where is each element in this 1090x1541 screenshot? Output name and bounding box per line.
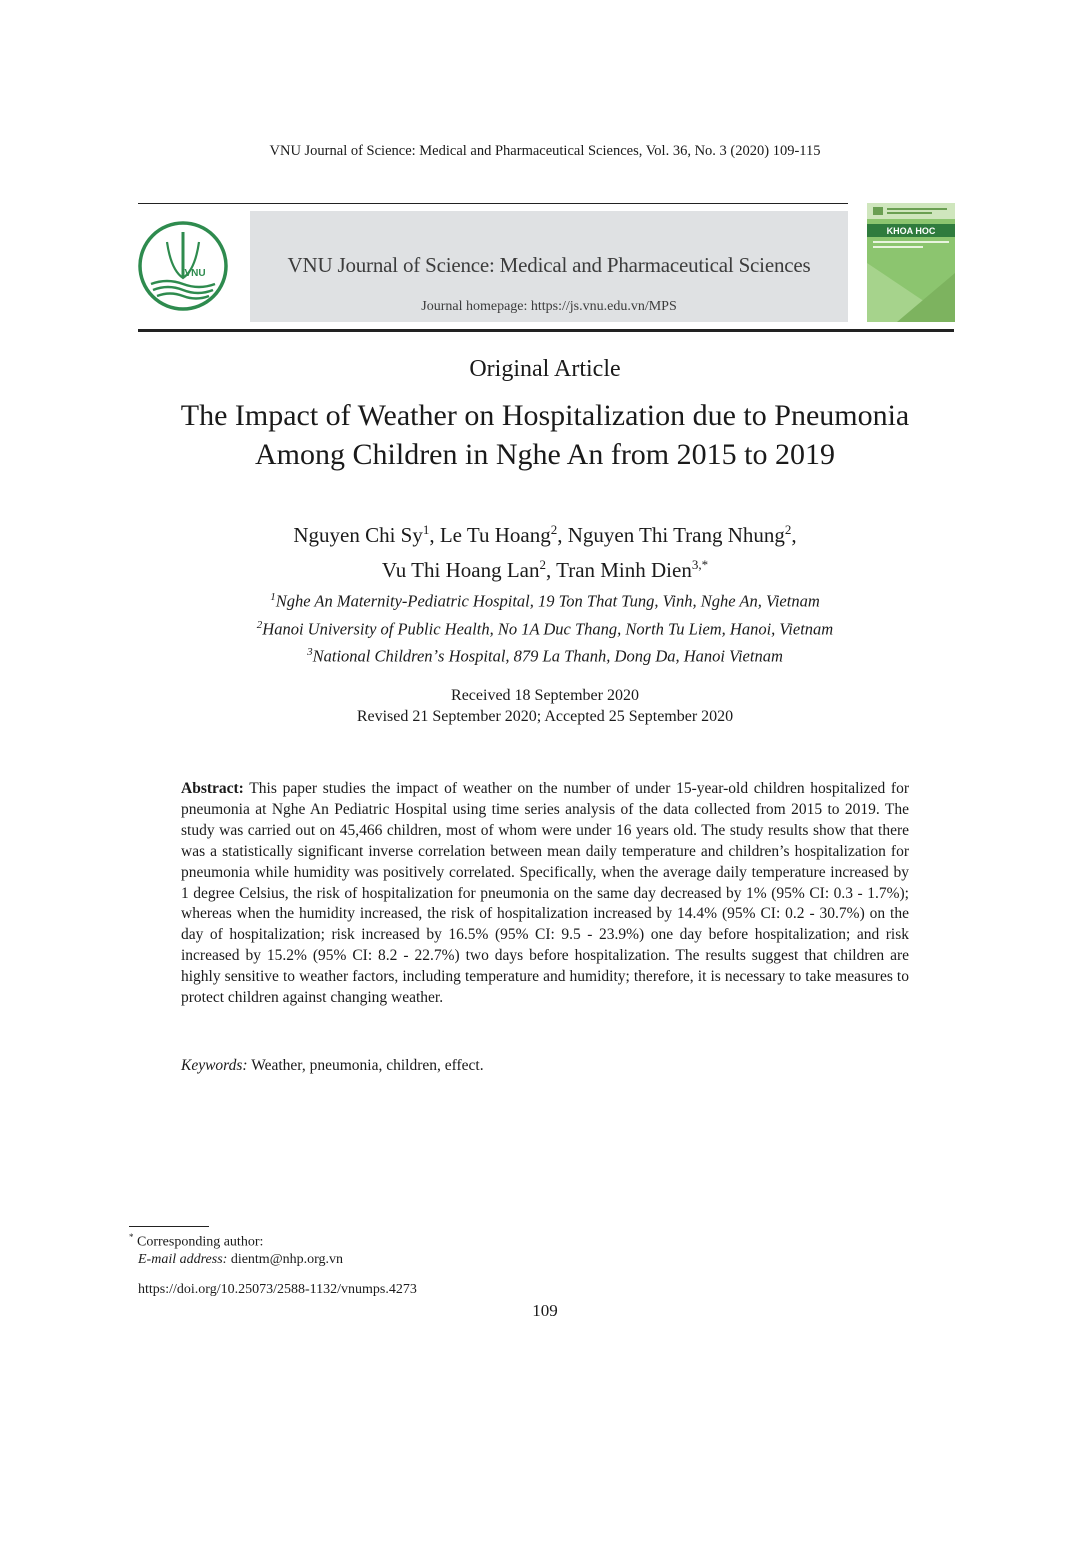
abstract bbox=[181, 779, 909, 1009]
affiliation-3 bbox=[0, 646, 1090, 667]
author-list bbox=[0, 515, 1090, 585]
revised-accepted-date: Revised 21 September 2020; Accepted 25 September 2020 bbox=[356, 708, 734, 725]
abstract-text: This paper studies the impact of weather on the number of under 15-year-old children hospitalized for pneumonia at Nghe An Pediatric Hospital using time series analysis of the data collected from 2015 to 2019. The study was carried out on 45,466 children, most of whom were under 16 years old. The study results show that there was a statistically significant inverse correlation between mean daily temperature and children’s hospitalization for pneumonia while humidity was positively correlated. Specifically, when the average daily temperature increased by 1 degree Celsius, the risk of hospitalization for pneumonia on the same day decreased by 1% (95% CI: 0.3 - 1.7%); whereas when the humidity increased, the risk of hospitalization increased by 14.4% (95% CI: 0.2 - 30.7%) on the day of hospitalization; risk increased by 16.5% (95% CI: 9.5 - 23.9%) one day before hospitalization; and risk increased by 15.2% (95% CI: 8.2 - 22.7%) two days before hospitalization. The results suggest that children are highly sensitive to weather factors, including temperature and humidity; therefore, it is necessary to take measures to protect children against changing weather. bbox=[181, 780, 909, 1007]
affiliation-text: National Childrenʼs Hospital, 879 La Thanh, Dong Da, Hanoi Vietnam bbox=[312, 646, 783, 666]
affiliation-mark: 1 bbox=[270, 591, 276, 603]
email-address[interactable]: dientm@nhp.org.vn bbox=[230, 1252, 343, 1267]
affiliation-text: Nghe An Maternity-Pediatric Hospital, 19 Ton That Tung, Vinh, Nghe An, Vietnam bbox=[275, 591, 820, 611]
corresponding-label: Corresponding author: bbox=[137, 1234, 264, 1250]
author-affil-mark: 2 bbox=[784, 522, 792, 537]
author-name: Vu Thi Hoang Lan bbox=[381, 558, 540, 582]
cover-label: KHOA HOC bbox=[886, 226, 936, 236]
author-line-1: Nguyen Chi Sy$^1$, Le Tu Hoang$^2$, Nguyen Thi Trang Nhung$^2$, bbox=[293, 522, 797, 547]
journal-homepage: Journal homepage: https://js.vnu.edu.vn/MPS bbox=[421, 299, 677, 314]
footnote-symbol: * bbox=[129, 1232, 134, 1242]
author-line-2: Vu Thi Hoang Lan$^2$, Tran Minh Dien$^{3,*}$ bbox=[381, 557, 709, 582]
email-label: E-mail address: bbox=[138, 1252, 228, 1267]
title-line-2: Among Children in Nghe An from 2015 to 2019 bbox=[255, 438, 835, 471]
page-number: 109 bbox=[532, 1301, 558, 1320]
vnu-logo bbox=[137, 220, 229, 312]
author-name: Nguyen Thi Trang Nhung bbox=[567, 523, 785, 547]
keywords bbox=[181, 1057, 909, 1075]
corresponding-author-note bbox=[129, 1232, 263, 1251]
keywords-text: Weather, pneumonia, children, effect. bbox=[251, 1057, 484, 1074]
author-affil-mark: 2 bbox=[539, 557, 546, 572]
author-affil-mark: 3,* bbox=[691, 557, 709, 572]
author-name: Tran Minh Dien bbox=[556, 558, 692, 582]
doi-link[interactable]: https://doi.org/10.25073/2588-1132/vnumps.4273 bbox=[138, 1282, 417, 1297]
affiliation-1 bbox=[0, 591, 1090, 612]
received-date: Received 18 September 2020 bbox=[451, 687, 639, 704]
affiliation-text: Hanoi University of Public Health, No 1A Duc Thang, North Tu Liem, Hanoi, Vietnam bbox=[262, 619, 834, 639]
footnote-rule bbox=[129, 1226, 209, 1227]
banner-title: VNU Journal of Science: Medical and Pharmaceutical Sciences bbox=[287, 253, 811, 277]
journal-banner bbox=[250, 211, 848, 322]
keywords-label: Keywords: bbox=[181, 1057, 248, 1074]
email-line bbox=[138, 1252, 343, 1268]
author-name: Le Tu Hoang bbox=[439, 523, 551, 547]
author-name: Nguyen Chi Sy bbox=[293, 523, 423, 547]
author-affil-mark: 1 bbox=[422, 522, 430, 537]
abstract-label: Abstract: bbox=[181, 780, 244, 797]
logo-text: VNU bbox=[184, 268, 206, 279]
running-head: VNU Journal of Science: Medical and Pharmaceutical Sciences, Vol. 36, No. 3 (2020) 109-115 bbox=[269, 143, 821, 159]
paper-title bbox=[0, 396, 1090, 474]
affiliation-mark: 2 bbox=[256, 619, 263, 631]
journal-cover-image bbox=[867, 203, 955, 322]
title-line-1: The Impact of Weather on Hospitalization due to Pneumonia bbox=[180, 399, 910, 432]
article-type: Original Article bbox=[469, 356, 621, 382]
header-rule-top bbox=[138, 203, 848, 204]
header-rule-bottom bbox=[138, 329, 954, 332]
affiliation-mark: 3 bbox=[307, 646, 313, 658]
affiliation-2 bbox=[0, 619, 1090, 640]
author-affil-mark: 2 bbox=[550, 522, 558, 537]
